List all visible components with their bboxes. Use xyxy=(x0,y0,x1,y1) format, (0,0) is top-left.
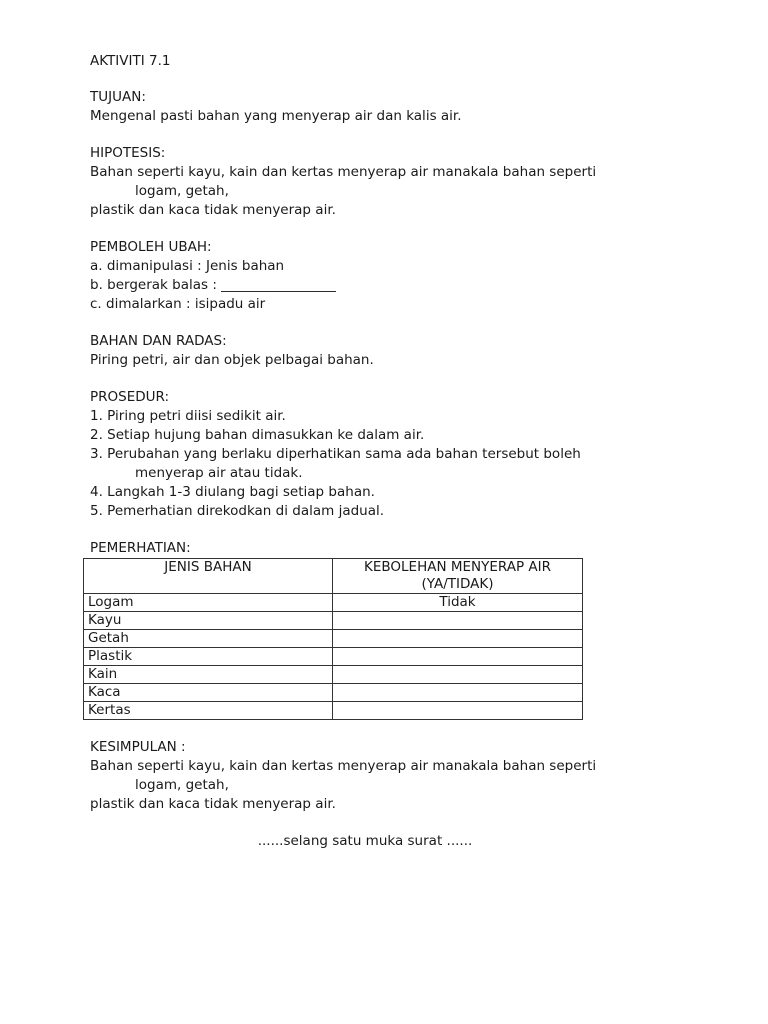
procedure-step-continuation: menyerap air atau tidak. xyxy=(135,465,303,481)
absorb-cell: Tidak xyxy=(333,594,583,612)
variable-constant: c. dimalarkan : isipadu air xyxy=(90,296,266,312)
material-cell: Kain xyxy=(84,666,333,684)
table-header-row xyxy=(84,559,583,594)
activity-title: AKTIVITI 7.1 xyxy=(90,53,171,69)
table-row xyxy=(84,594,583,612)
material-cell: Kertas xyxy=(84,702,333,720)
bahan-radas-text: Piring petri, air dan objek pelbagai bahan. xyxy=(90,352,374,368)
hipotesis-line: plastik dan kaca tidak menyerap air. xyxy=(90,202,336,218)
column-header-jenis-bahan: JENIS BAHAN xyxy=(84,559,333,594)
absorb-cell xyxy=(333,612,583,630)
procedure-step: 1. Piring petri diisi sedikit air. xyxy=(90,408,286,424)
column-header-kebolehan-line1: KEBOLEHAN MENYERAP AIR xyxy=(363,559,551,575)
table-row xyxy=(84,666,583,684)
hipotesis-line: Bahan seperti kayu, kain dan kertas menyerap air manakala bahan seperti xyxy=(90,164,597,180)
column-header-kebolehan-line2: (YA/TIDAK) xyxy=(421,576,494,592)
procedure-step: 3. Perubahan yang berlaku diperhatikan sama ada bahan tersebut boleh xyxy=(90,446,581,462)
absorb-cell xyxy=(333,702,583,720)
table-row xyxy=(84,630,583,648)
variable-responding: b. bergerak balas : _________________ xyxy=(90,277,336,293)
absorb-cell xyxy=(333,666,583,684)
hipotesis-heading: HIPOTESIS: xyxy=(90,145,166,161)
column-header-kebolehan xyxy=(333,559,583,594)
table-row xyxy=(84,684,583,702)
tujuan-text: Mengenal pasti bahan yang menyerap air dan kalis air. xyxy=(90,108,462,124)
hipotesis-line: logam, getah, xyxy=(135,183,229,199)
kesimpulan-line: plastik dan kaca tidak menyerap air. xyxy=(90,796,336,812)
procedure-step: 5. Pemerhatian direkodkan di dalam jadual. xyxy=(90,503,385,519)
kesimpulan-line: logam, getah, xyxy=(135,777,229,793)
procedure-step: 4. Langkah 1-3 diulang bagi setiap bahan. xyxy=(90,484,375,500)
kesimpulan-heading: KESIMPULAN : xyxy=(90,739,186,755)
material-cell: Kaca xyxy=(84,684,333,702)
tujuan-heading: TUJUAN: xyxy=(90,89,146,105)
pemboleh-ubah-heading: PEMBOLEH UBAH: xyxy=(90,239,212,255)
material-cell: Kayu xyxy=(84,612,333,630)
absorb-cell xyxy=(333,630,583,648)
table-row xyxy=(84,648,583,666)
material-cell: Getah xyxy=(84,630,333,648)
table-row xyxy=(84,612,583,630)
procedure-step: 2. Setiap hujung bahan dimasukkan ke dalam air. xyxy=(90,427,425,443)
absorb-cell xyxy=(333,648,583,666)
pemerhatian-heading: PEMERHATIAN: xyxy=(90,540,191,556)
kesimpulan-line: Bahan seperti kayu, kain dan kertas menyerap air manakala bahan seperti xyxy=(90,758,597,774)
document-page xyxy=(90,52,710,851)
material-cell: Logam xyxy=(84,594,333,612)
prosedur-heading: PROSEDUR: xyxy=(90,389,170,405)
page-break-note: ......selang satu muka surat ...... xyxy=(257,833,473,849)
table-row xyxy=(84,702,583,720)
bahan-radas-heading: BAHAN DAN RADAS: xyxy=(90,333,227,349)
observation-table xyxy=(83,558,583,720)
variable-manipulated: a. dimanipulasi : Jenis bahan xyxy=(90,258,285,274)
material-cell: Plastik xyxy=(84,648,333,666)
absorb-cell xyxy=(333,684,583,702)
